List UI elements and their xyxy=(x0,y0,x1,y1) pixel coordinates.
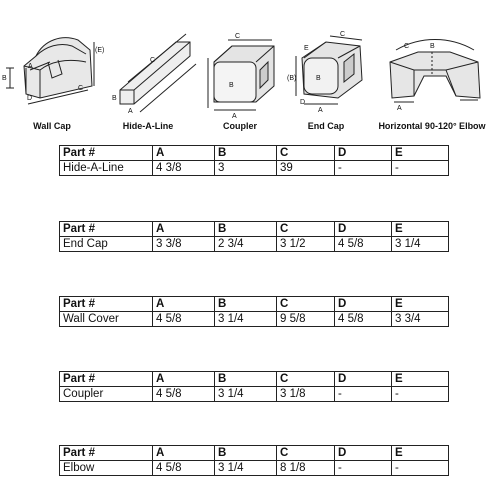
caption-hide-a-line: Hide-A-Line xyxy=(122,121,174,131)
cell-d: 4 5/8 xyxy=(335,237,392,252)
coupler-label-b: B xyxy=(229,82,234,89)
cell-part: Elbow xyxy=(60,461,153,476)
coupler-drawing xyxy=(208,40,274,110)
caption-elbow: Horizontal 90-120° Elbow xyxy=(378,121,486,131)
table-header-row xyxy=(60,446,449,461)
table-header-row xyxy=(60,146,449,161)
caption-end-cap: End Cap xyxy=(307,121,345,131)
cell-a: 4 5/8 xyxy=(153,461,215,476)
header-b: B xyxy=(215,222,277,237)
header-c: C xyxy=(277,372,335,387)
caption-wall-cap: Wall Cap xyxy=(33,121,71,131)
elbow-label-c: C xyxy=(404,43,410,50)
header-d: D xyxy=(335,372,392,387)
cell-b: 3 1/4 xyxy=(215,387,277,402)
table-row xyxy=(60,312,449,327)
elbow-label-b: B xyxy=(430,43,435,50)
cell-d: - xyxy=(335,461,392,476)
cell-a: 4 5/8 xyxy=(153,312,215,327)
table-row xyxy=(60,161,449,176)
cell-d: 4 5/8 xyxy=(335,312,392,327)
cell-e: 3 3/4 xyxy=(392,312,449,327)
table-row xyxy=(60,387,449,402)
spec-table-elbow xyxy=(59,445,449,476)
coupler-label-c: C xyxy=(235,33,241,40)
header-e: E xyxy=(392,446,449,461)
spec-table-end-cap xyxy=(59,221,449,252)
end-cap-label-e: E xyxy=(304,45,309,52)
header-part: Part # xyxy=(60,146,153,161)
cell-part: Hide-A-Line xyxy=(60,161,153,176)
cell-d: - xyxy=(335,387,392,402)
cell-a: 3 3/8 xyxy=(153,237,215,252)
header-b: B xyxy=(215,446,277,461)
header-a: A xyxy=(153,146,215,161)
header-d: D xyxy=(335,446,392,461)
coupler-label-a: A xyxy=(232,113,237,120)
header-e: E xyxy=(392,222,449,237)
wall-cap-label-c: C xyxy=(78,85,84,92)
caption-coupler: Coupler xyxy=(222,121,258,131)
cell-c: 8 1/8 xyxy=(277,461,335,476)
end-cap-label-a: A xyxy=(318,107,323,114)
header-b: B xyxy=(215,146,277,161)
wall-cap-label-e: (E) xyxy=(95,47,105,54)
cell-e: - xyxy=(392,161,449,176)
cell-c: 3 1/8 xyxy=(277,387,335,402)
header-part: Part # xyxy=(60,297,153,312)
header-d: D xyxy=(335,222,392,237)
table-header-row xyxy=(60,372,449,387)
elbow-label-a: A xyxy=(397,105,402,112)
header-c: C xyxy=(277,222,335,237)
header-c: C xyxy=(277,446,335,461)
header-e: E xyxy=(392,297,449,312)
hide-a-line-drawing xyxy=(120,34,196,112)
cell-b: 3 1/4 xyxy=(215,461,277,476)
hide-a-line-label-c: C xyxy=(150,57,156,64)
product-illustrations xyxy=(0,0,500,138)
header-a: A xyxy=(153,372,215,387)
header-d: D xyxy=(335,146,392,161)
wall-cap-label-a: A xyxy=(28,63,33,70)
wall-cap-label-b: B xyxy=(2,75,7,82)
table-header-row xyxy=(60,297,449,312)
header-a: A xyxy=(153,446,215,461)
header-b: B xyxy=(215,297,277,312)
table-row xyxy=(60,461,449,476)
wall-cap-label-d: D xyxy=(27,95,33,102)
wall-cap-drawing xyxy=(6,38,94,104)
header-e: E xyxy=(392,372,449,387)
cell-e: - xyxy=(392,387,449,402)
hide-a-line-label-b: B xyxy=(112,95,117,102)
table-row xyxy=(60,237,449,252)
cell-part: End Cap xyxy=(60,237,153,252)
cell-a: 4 3/8 xyxy=(153,161,215,176)
hide-a-line-label-a: A xyxy=(128,108,133,115)
spec-table-coupler xyxy=(59,371,449,402)
cell-e: 3 1/4 xyxy=(392,237,449,252)
header-b: B xyxy=(215,372,277,387)
header-c: C xyxy=(277,146,335,161)
header-a: A xyxy=(153,222,215,237)
cell-part: Wall Cover xyxy=(60,312,153,327)
header-part: Part # xyxy=(60,446,153,461)
header-c: C xyxy=(277,297,335,312)
illustration-canvas xyxy=(0,0,500,138)
cell-part: Coupler xyxy=(60,387,153,402)
table-header-row xyxy=(60,222,449,237)
cell-c: 39 xyxy=(277,161,335,176)
cell-b: 3 1/4 xyxy=(215,312,277,327)
header-e: E xyxy=(392,146,449,161)
header-part: Part # xyxy=(60,372,153,387)
end-cap-label-b-paren: (B) xyxy=(287,75,297,82)
cell-c: 9 5/8 xyxy=(277,312,335,327)
header-part: Part # xyxy=(60,222,153,237)
end-cap-label-c: C xyxy=(340,31,346,38)
header-d: D xyxy=(335,297,392,312)
cell-a: 4 5/8 xyxy=(153,387,215,402)
cell-d: - xyxy=(335,161,392,176)
cell-b: 2 3/4 xyxy=(215,237,277,252)
cell-c: 3 1/2 xyxy=(277,237,335,252)
cell-e: - xyxy=(392,461,449,476)
end-cap-label-b: B xyxy=(316,75,321,82)
end-cap-label-d: D xyxy=(300,99,306,106)
spec-table-hide-a-line xyxy=(59,145,449,176)
spec-table-wall-cover xyxy=(59,296,449,327)
header-a: A xyxy=(153,297,215,312)
cell-b: 3 xyxy=(215,161,277,176)
